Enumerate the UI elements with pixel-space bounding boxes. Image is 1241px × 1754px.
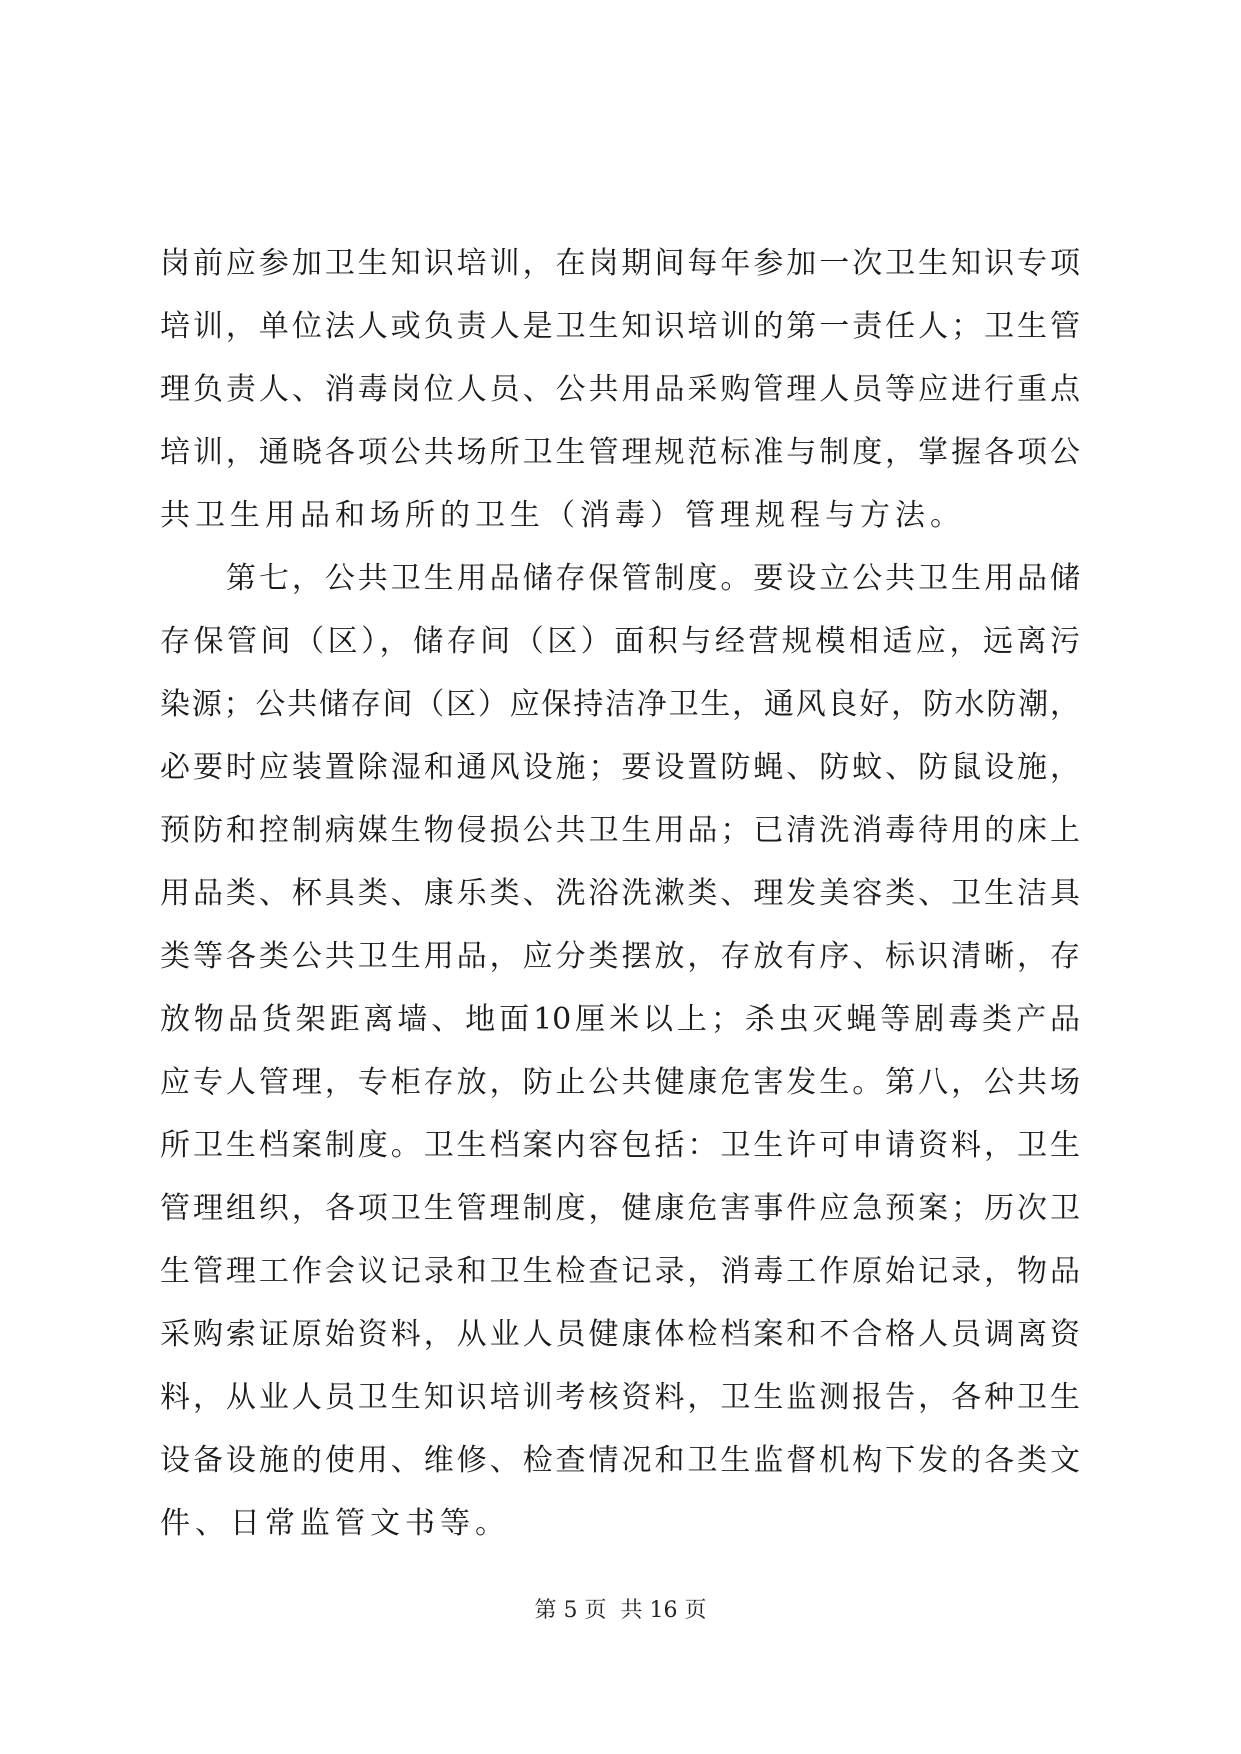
text-line: 岗前应参加卫生知识培训，在岗期间每年参加一次卫生知识专项 xyxy=(160,246,1080,281)
text-line: 培训，单位法人或负责人是卫生知识培训的第一责任人；卫生管 xyxy=(160,309,1080,344)
text-line: 类等各类公共卫生用品，应分类摆放，存放有序、标识清晰，存 xyxy=(160,939,1080,974)
text-line: 管理组织，各项卫生管理制度，健康危害事件应急预案；历次卫 xyxy=(160,1191,1080,1226)
text-line: 预防和控制病媒生物侵损公共卫生用品；已清洗消毒待用的床上 xyxy=(160,813,1080,848)
text-line: 采购索证原始资料，从业人员健康体检档案和不合格人员调离资 xyxy=(160,1317,1080,1352)
text-line: 应专人管理，专柜存放，防止公共健康危害发生。第八，公共场 xyxy=(160,1065,1080,1100)
text-line: 染源；公共储存间（区）应保持洁净卫生，通风良好，防水防潮， xyxy=(160,687,1080,722)
text-line: 理负责人、消毒岗位人员、公共用品采购管理人员等应进行重点 xyxy=(160,372,1080,407)
text-line: 共卫生用品和场所的卫生（消毒）管理规程与方法。 xyxy=(160,498,965,533)
text-line: 设备设施的使用、维修、检查情况和卫生监督机构下发的各类文 xyxy=(160,1443,1080,1478)
text-line: 用品类、杯具类、康乐类、洗浴洗漱类、理发美容类、卫生洁具 xyxy=(160,876,1080,911)
text-line: 必要时应装置除湿和通风设施；要设置防蝇、防蚊、防鼠设施， xyxy=(160,750,1080,785)
text-line: 培训，通晓各项公共场所卫生管理规范标准与制度，掌握各项公 xyxy=(160,435,1080,470)
page-number-label: 第 5 页 共 16 页 xyxy=(534,1598,707,1623)
text-line: 件、日常监管文书等。 xyxy=(160,1506,510,1541)
text-line: 放物品货架距离墙、地面10厘米以上；杀虫灭蝇等剧毒类产品 xyxy=(160,1002,1080,1037)
text-line: 存保管间（区），储存间（区）面积与经营规模相适应，远离污 xyxy=(160,624,1080,659)
text-line: 第七，公共卫生用品储存保管制度。要设立公共卫生用品储 xyxy=(160,561,1080,596)
page-footer xyxy=(0,1596,1241,1626)
body-text xyxy=(160,232,1080,1555)
text-line: 料，从业人员卫生知识培训考核资料，卫生监测报告，各种卫生 xyxy=(160,1380,1080,1415)
text-line: 所卫生档案制度。卫生档案内容包括：卫生许可申请资料，卫生 xyxy=(160,1128,1080,1163)
text-line: 生管理工作会议记录和卫生检查记录，消毒工作原始记录，物品 xyxy=(160,1254,1080,1289)
